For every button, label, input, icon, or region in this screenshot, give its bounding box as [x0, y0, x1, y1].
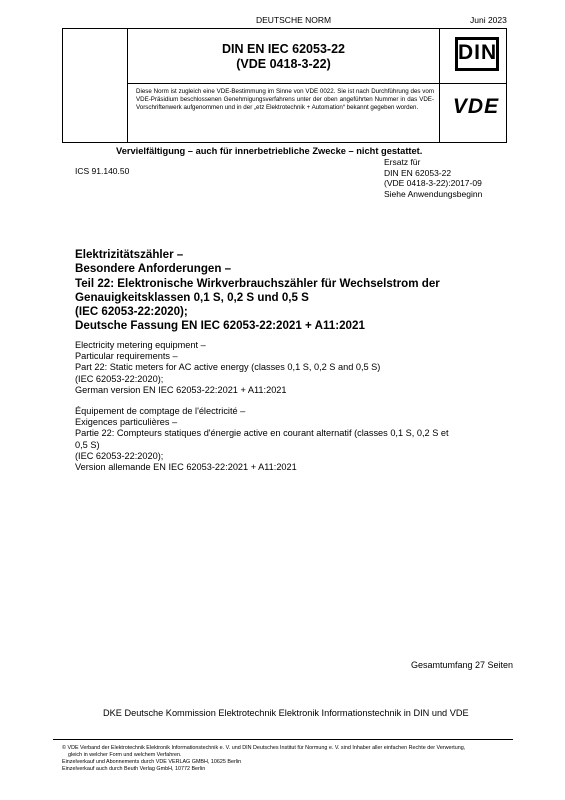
copyright-line: © VDE Verband der Elektrotechnik Elektronik Informationstechnik e. V. und DIN Deutsches Institut für Normung e. V. sind Inhaber aller einfachen Rechte der Verwertung,	[62, 745, 466, 751]
title-line: Elektrizitätszähler –	[75, 248, 184, 261]
divider	[439, 29, 440, 142]
total-pages: Gesamtumfang 27 Seiten	[411, 660, 514, 670]
title-line: Part 22: Static meters for AC active energy (classes 0,1 S, 0,2 S and 0,5 S)	[75, 362, 381, 373]
title-line: Teil 22: Elektronische Wirkverbrauchszähler für Wechselstrom der	[75, 276, 440, 290]
title-line: Genauigkeitsklassen 0,1 S, 0,2 S und 0,5 S	[75, 290, 309, 304]
copyright-line: Einzelverkauf auch durch Beuth Verlag GmbH, 10772 Berlin	[62, 765, 206, 772]
vde-number: (VDE 0418-3-22)	[236, 57, 331, 71]
footer-divider	[53, 739, 513, 740]
copyright-notice	[62, 745, 512, 773]
copyright-line: gleich in welcher Form und welchem Verfahren.	[68, 751, 182, 758]
norm-number-block	[128, 42, 439, 72]
replacement-line: Siehe Anwendungsbeginn	[384, 188, 483, 199]
ics-code: ICS 91.140.50	[75, 166, 130, 176]
title-line: German version EN IEC 62053-22:2021 + A11:2021	[75, 384, 287, 395]
replacement-line: Ersatz für	[384, 157, 421, 167]
copyright-line: Einzelverkauf und Abonnements durch VDE VERLAG GMBH, 10625 Berlin	[62, 758, 242, 765]
title-line: Particular requirements –	[75, 351, 178, 362]
title-line: (IEC 62053-22:2020);	[75, 305, 188, 319]
din-logo	[455, 37, 499, 71]
title-line: Équipement de comptage de l'électricité –	[75, 406, 246, 416]
din-logo-text: DIN	[458, 41, 498, 64]
vde-statement: Diese Norm ist zugleich eine VDE-Bestimmung im Sinne von VDE 0022. Sie ist nach Durchführung des vom VDE-Präsidium beschlossenen Genehmigungsverfahrens unter der oben angeführten Nummer in das VDE-Vorschriftenwerk aufgenommen und in der „etz Elektrotechnik + Automation“ bekannt gegeben worden.	[136, 88, 434, 112]
committee-line: DKE Deutsche Kommission Elektrotechnik Elektronik Informationstechnik in DIN und VDE	[103, 708, 469, 718]
replacement-line: (VDE 0418-3-22):2017-09	[384, 178, 482, 188]
title-line: Deutsche Fassung EN IEC 62053-22:2021 + A11:2021	[75, 319, 365, 333]
title-line: (IEC 62053-22:2020);	[75, 450, 164, 461]
title-line: Electricity metering equipment –	[75, 340, 206, 350]
replacement-info	[384, 157, 482, 199]
title-line: Version allemande EN IEC 62053-22:2021 + A11:2021	[75, 462, 297, 473]
norm-number: DIN EN IEC 62053-22	[222, 42, 345, 56]
title-line: 0,5 S)	[75, 439, 100, 450]
title-french	[75, 406, 505, 473]
divider	[127, 83, 506, 84]
doc-type-label: DEUTSCHE NORM	[256, 15, 332, 25]
replacement-line: DIN EN 62053-22	[384, 167, 452, 178]
title-line: Exigences particulières –	[75, 417, 178, 428]
publication-date: Juni 2023	[470, 15, 507, 25]
vde-logo: VDE	[452, 95, 500, 118]
reproduction-notice: Vervielfältigung – auch für innerbetriebliche Zwecke – nicht gestattet.	[116, 146, 423, 156]
title-line: Partie 22: Compteurs statiques d'énergie active en courant alternatif (classes 0,1 S, 0,2 S et	[75, 428, 449, 439]
title-block	[62, 28, 507, 143]
title-english	[75, 340, 505, 396]
title-line: Besondere Anforderungen –	[75, 262, 232, 276]
title-german	[75, 248, 505, 334]
title-line: (IEC 62053-22:2020);	[75, 373, 164, 384]
